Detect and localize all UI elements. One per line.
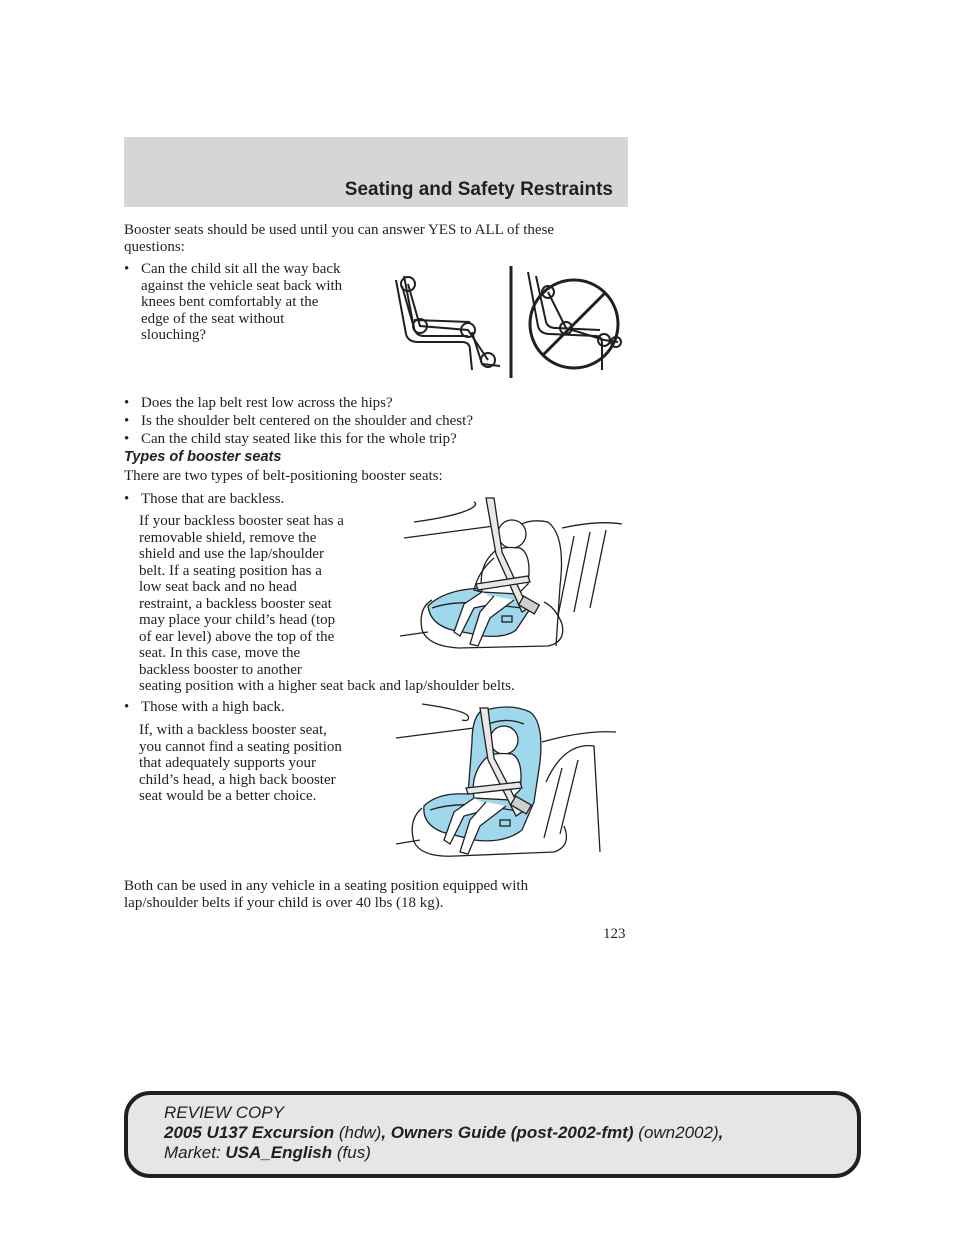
intro-paragraph: Booster seats should be used until you can answer YES to ALL of these questions: [124,222,555,255]
model-name: 2005 U137 Excursion [164,1123,335,1142]
bullet-highback: • Those with a high back. [124,699,285,715]
guide-name: Owners Guide (post-2002-fmt) [390,1123,634,1142]
review-copy-box [124,1091,861,1178]
section-title: Seating and Safety Restraints [344,179,613,200]
bullet-stay-seated: • Can the child stay seated like this for the whole trip? [124,431,457,447]
review-label: REVIEW COPY [164,1103,284,1122]
types-intro: There are two types of belt-positioning booster seats: [124,468,443,484]
page-number: 123 [603,926,626,942]
closing-paragraph: Both can be used in any vehicle in a seating position equipped with lap/shoulder belts if your child is over 40 lbs (18 kg). [124,878,529,911]
highback-booster-illustration [394,702,620,862]
review-copy-text: REVIEW COPY 2005 U137 Excursion (hdw), Owners Guide (post-2002-fmt) (own2002), Market: USA_English (fus) [164,1103,724,1162]
bullet-lap-belt: • Does the lap belt rest low across the hips? [124,395,393,411]
bullet-text: Can the child sit all the way back against the vehicle seat back with knees bent comfortably at the edge of the seat without slouching? [141,261,343,343]
highback-paragraph: If, with a backless booster seat, you cannot find a seating position that adequately supports your child’s head, a high back booster seat would be a better choice. [139,722,342,804]
bullet-dot: • [124,261,130,277]
subheading-types: Types of booster seats [124,449,282,465]
bullet-sit-back [124,261,384,345]
section-header-band [124,137,628,207]
backless-booster-illustration [398,496,626,660]
bullet-backless: • Those that are backless. [124,491,285,507]
market-name: USA_English [225,1143,333,1162]
backless-paragraph: If your backless booster seat has a removable shield, remove the shield and use the lap/shoulder belt. If a seating position has a low seat back and no head restraint, a backless booster seat may place your child’s head (top of ear level) above the top of the seat. In this case, move the backless booster to another seating position with a higher seat back and lap/shoulder belts. [139,513,515,694]
seating-posture-illustration [390,262,630,382]
bullet-shoulder-belt: • Is the shoulder belt centered on the shoulder and chest? [124,413,473,429]
